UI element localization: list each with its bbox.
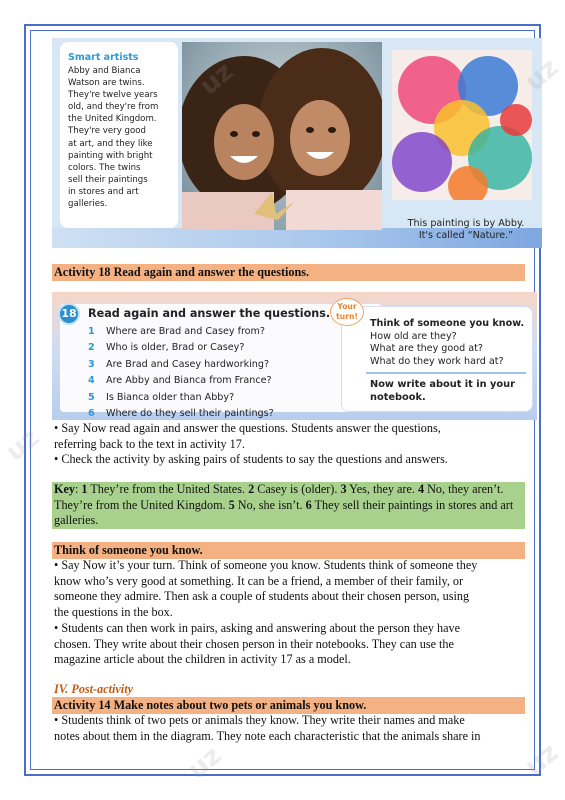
story-line: the United Kingdom. — [68, 114, 157, 125]
key-answer: They sell their paintings in stores and art galleries. — [54, 497, 514, 528]
key-sep: : — [74, 482, 82, 496]
think-line: chosen. They write about their chosen person in their notebooks. They can use the — [54, 636, 454, 651]
question-item — [88, 340, 328, 356]
question-text: Where do they sell their paintings? — [106, 408, 274, 420]
your-turn-badge-line-2: turn! — [336, 312, 358, 321]
story-line: They're very good — [68, 126, 146, 137]
key-answer: Yes, they are. — [346, 482, 418, 496]
your-turn-write-line-1: Now write about it in your — [370, 379, 515, 390]
watermark: uz — [519, 737, 565, 783]
story-line: in stores and art — [68, 186, 139, 197]
think-line: • Say Now it’s your turn. Think of someone you know. Students think of someone they — [54, 558, 478, 572]
key-number: 1 — [81, 482, 88, 496]
key-answer: They’re from the United States. — [87, 482, 249, 496]
activity-14-line: • Students think of two pets or animals they know. They write their names and make — [54, 713, 465, 727]
activity-14-line: notes about them in the diagram. They note each characteristic that the animals share in — [54, 728, 481, 743]
question-number: 6 — [88, 408, 95, 420]
key-answer: No, she isn’t. — [234, 497, 306, 512]
story-line: sell their paintings — [68, 174, 148, 185]
think-line: know who’s very good at something. It can be a friend, a member of their family, or — [54, 573, 464, 588]
activity-number-badge: 18 — [58, 303, 80, 325]
instruction-line: referring back to the text in activity 17. — [54, 436, 245, 451]
story-line: Abby and Bianca — [68, 66, 141, 76]
your-turn-question: What are they good at? — [370, 343, 483, 355]
question-text: Is Bianca older than Abby? — [106, 391, 235, 403]
question-item — [88, 357, 328, 373]
story-line: colors. The twins — [68, 162, 141, 173]
activity-14-heading: Activity 14 Make notes about two pets or animals you know. — [52, 697, 525, 714]
your-turn-write — [370, 378, 530, 404]
question-item — [88, 324, 328, 340]
key-number: 5 — [228, 497, 235, 512]
caption-line-1: This painting is by Abby. — [407, 218, 525, 229]
question-text: Are Brad and Casey hardworking? — [106, 358, 270, 370]
instruction-line: • Check the activity by asking pairs of students to say the questions and answers. — [54, 452, 448, 467]
watermark: uz — [0, 422, 46, 468]
your-turn-write-line-2: notebook. — [370, 392, 426, 403]
your-turn-question: How old are they? — [370, 330, 457, 342]
painting-caption — [392, 218, 540, 242]
question-text: Who is older, Brad or Casey? — [106, 342, 245, 354]
question-number: 3 — [88, 358, 95, 370]
your-turn-text — [370, 318, 532, 368]
question-number: 5 — [88, 391, 95, 403]
key-label: Key — [54, 482, 75, 496]
book-activity-title: Read again and answer the questions. — [88, 307, 331, 320]
instruction-line: • Say Now read again and answer the questions. Students answer the questions, — [54, 421, 441, 435]
think-paragraphs — [54, 558, 524, 668]
think-line: • Students can then work in pairs, asking and answering about the person they have — [54, 620, 461, 635]
question-item — [88, 390, 328, 406]
key-answer: No, they aren’t. They’re from the United Kingdom. — [54, 482, 504, 512]
twins-photo — [182, 42, 382, 230]
story-title: Smart artists — [68, 52, 139, 63]
think-line: magazine article about the children in activity 17 as a model. — [54, 652, 351, 667]
your-turn-badge — [330, 298, 364, 326]
story-line: painting with bright — [68, 150, 153, 161]
caption-line-2: It's called “Nature.” — [418, 230, 514, 241]
activity-18-heading: Activity 18 Read again and answer the questions. — [52, 264, 525, 281]
watermark: uz — [182, 740, 228, 786]
story-line: at art, and they like — [68, 138, 153, 149]
abby-painting — [392, 50, 532, 200]
post-activity-heading: IV. Post-activity — [54, 682, 133, 696]
think-line: the questions in the box. — [54, 605, 173, 620]
story-line: Watson are twins. — [68, 78, 145, 89]
key-number: 6 — [305, 497, 312, 512]
question-item — [88, 373, 328, 389]
instructions-18 — [54, 421, 524, 468]
think-heading: Think of someone you know. — [52, 542, 525, 559]
story-line: They're twelve years — [68, 90, 158, 101]
key-number: 2 — [248, 482, 255, 496]
your-turn-prompt: Think of someone you know. — [370, 318, 525, 329]
question-number: 4 — [88, 375, 95, 387]
question-list — [88, 324, 328, 422]
your-turn-question: What do they work hard at? — [370, 355, 504, 367]
key-number: 4 — [417, 482, 425, 496]
question-text: Where are Brad and Casey from? — [106, 326, 265, 337]
question-number: 1 — [88, 326, 95, 337]
key-answer: Casey is (older). — [254, 482, 341, 496]
story-text — [68, 65, 176, 210]
activity-14-text — [54, 713, 524, 744]
your-turn-badge-line-1: Your — [337, 302, 357, 311]
question-item — [88, 406, 328, 422]
story-line: old, and they're from — [68, 102, 159, 113]
answer-key-box — [52, 482, 525, 529]
your-turn-divider — [366, 372, 526, 374]
think-line: someone they admire. Then ask a couple of students about their chosen person, using — [54, 589, 470, 604]
question-number: 2 — [88, 342, 95, 354]
key-number: 3 — [340, 482, 347, 496]
question-text: Are Abby and Bianca from France? — [106, 375, 272, 387]
story-line: galleries. — [68, 199, 108, 210]
